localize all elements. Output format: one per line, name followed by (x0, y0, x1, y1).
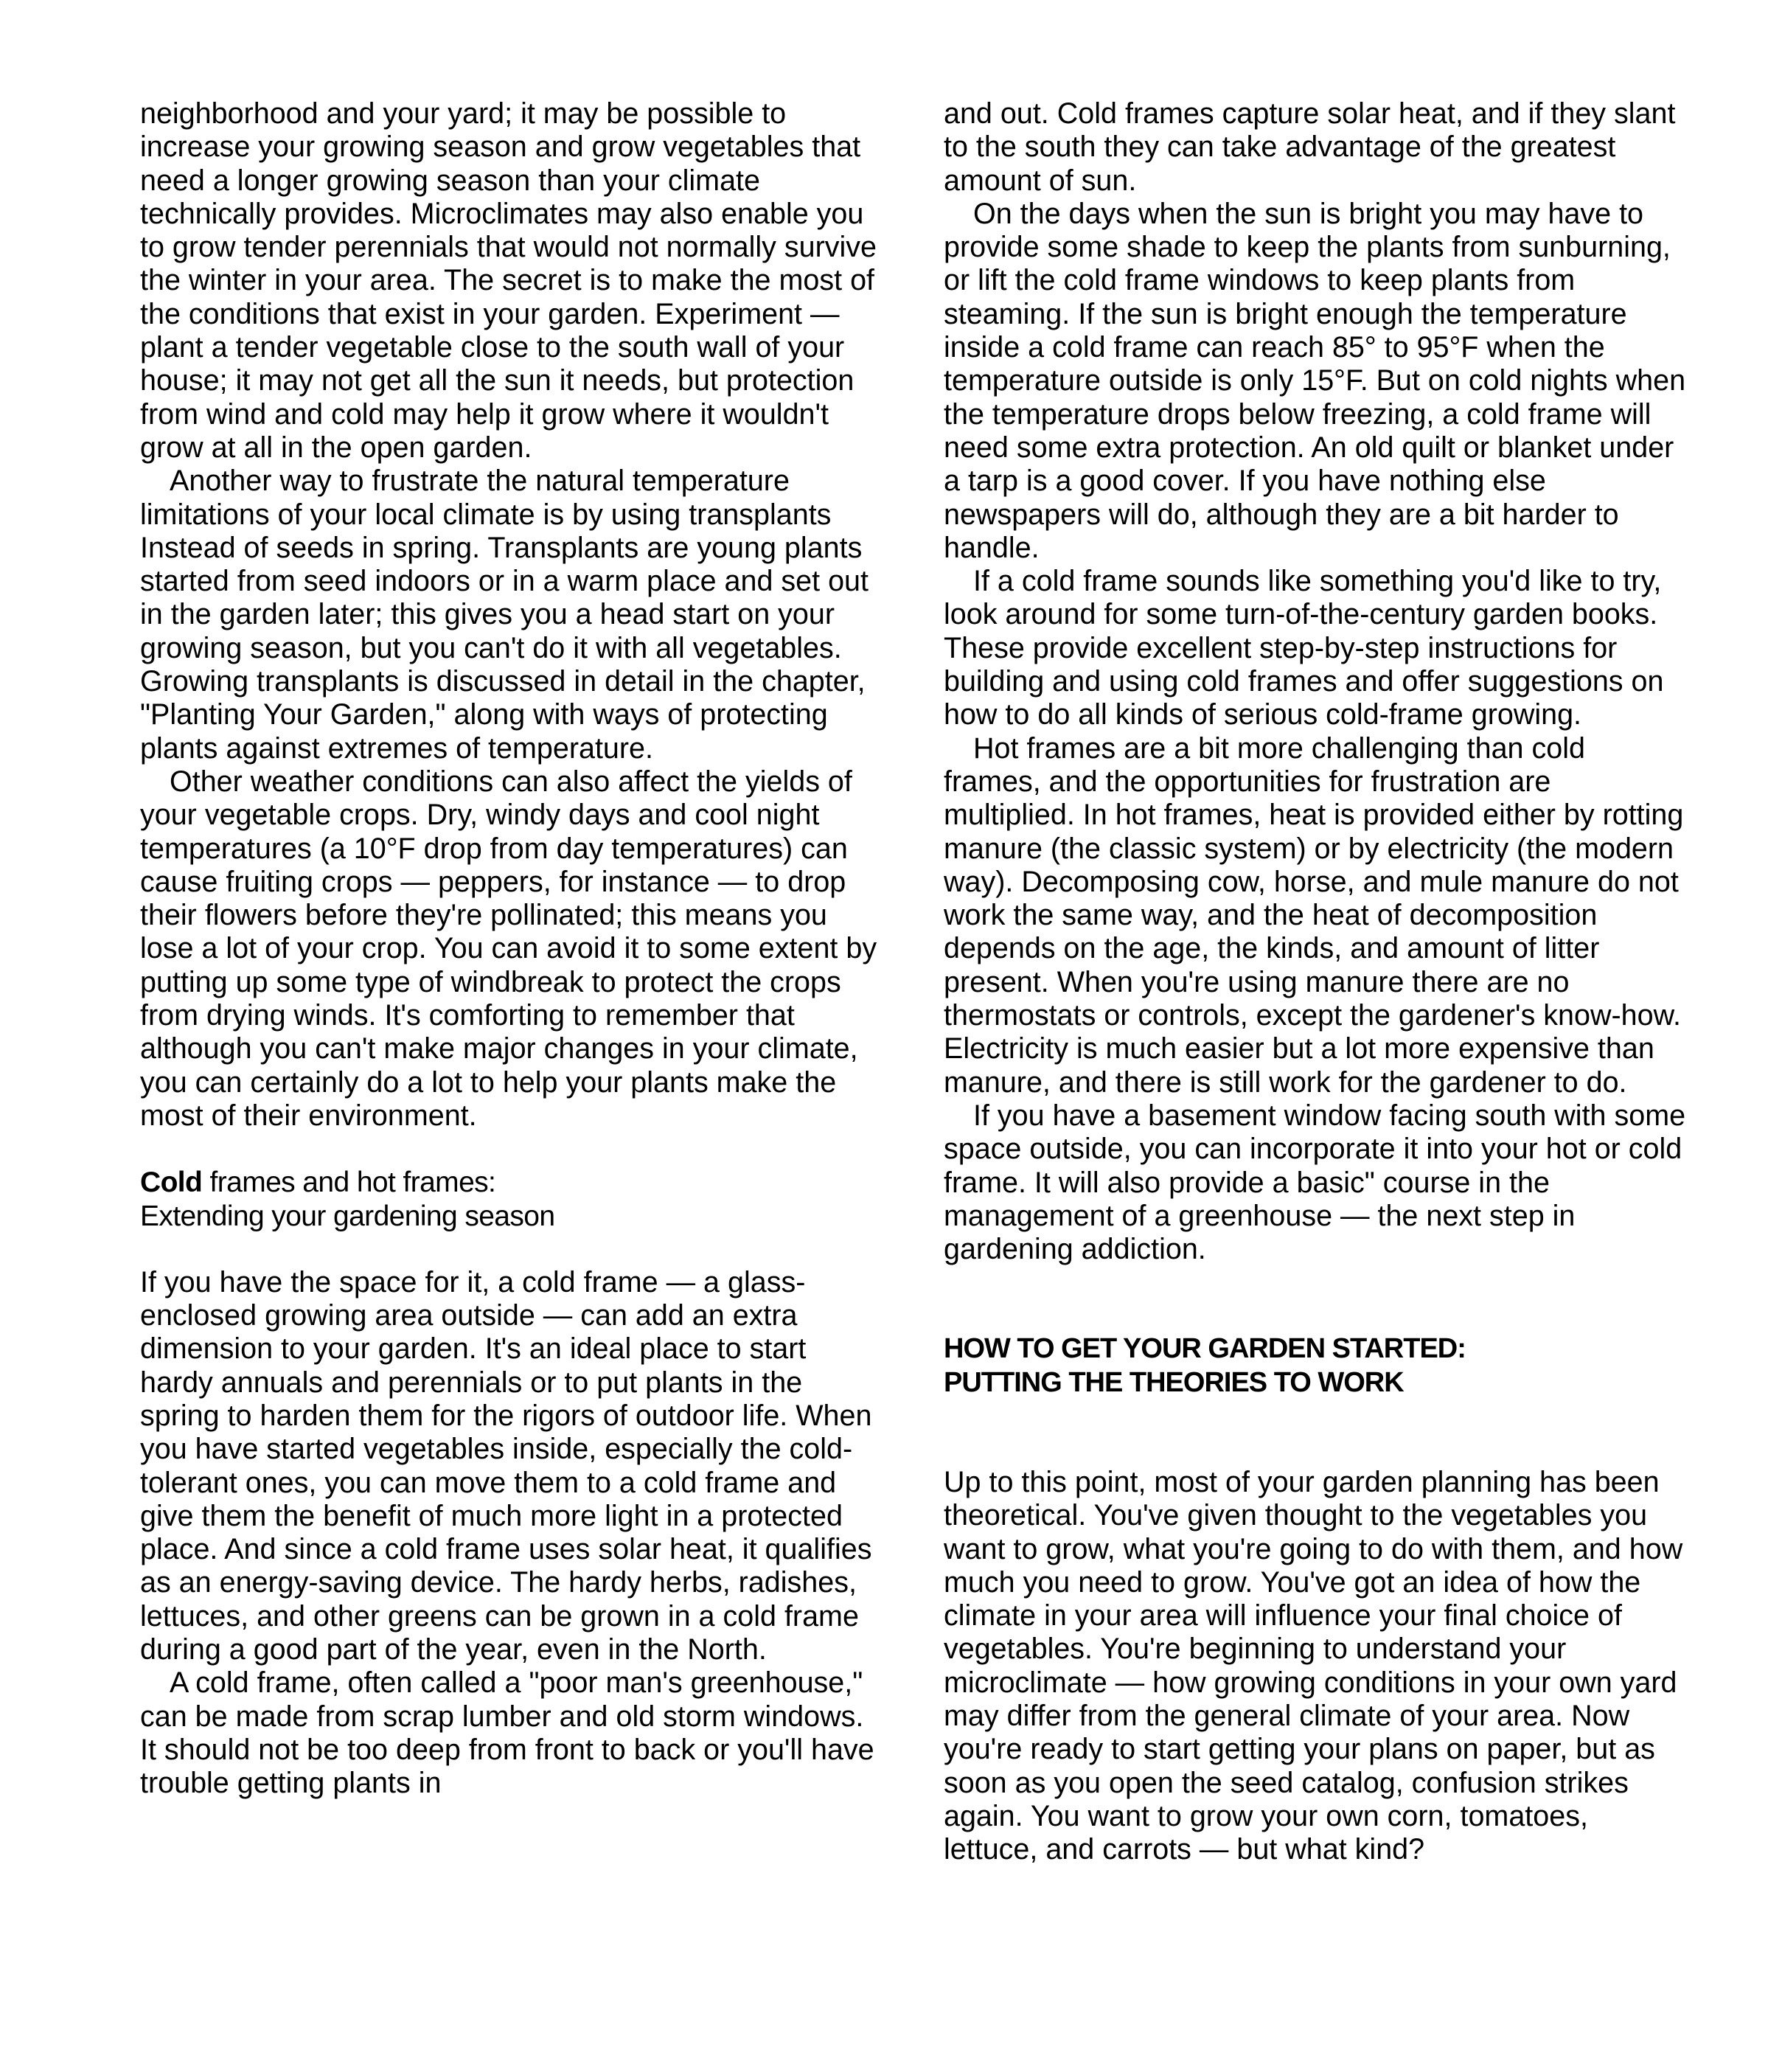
paragraph-weather-conditions: Other weather conditions can also affect the yields of your vegetable crops. Dry, windy days and cool night temperatures (a 10°F drop from day temperatures) can cause fruiting crops — peppers, for instance — to drop their flowers before they're pollinated; this means you lose a lot of your crop. You can avoid it to some extent by putting up some type of windbreak to protect the crops from drying winds. It's comforting to remember that although you can't make major changes in your climate, you can certainly do a lot to help your plants make the most of their environment. (140, 765, 877, 1132)
paragraph-poor-mans-greenhouse: A cold frame, often called a "poor man's greenhouse," can be made from scrap lumber and old storm windows. It should not be too deep from front to back or you'll have trouble getting plants in (140, 1666, 874, 1800)
paragraph-transplants: Another way to frustrate the natural temperature limitations of your local climate is by using transplants Instead of seeds in spring. Transplants are young plants started from seed indoors or in a warm place and set out in the garden later; this gives you a head start on your growing season, but you can't do it with all vegetables. Growing transplants is discussed in detail in the chapter, "Planting Your Garden," along with ways of protecting plants against extremes of temperature. (140, 465, 869, 765)
subheading-bold-word: Cold (140, 1167, 203, 1199)
paragraph-microclimates: neighborhood and your yard; it may be possible to increase your growing season and grow vegetables that need a longer growing season than your climate technically provides. Microclimates may also enable you to grow tender perennials that would not normally survive the winter in your area. The secret is to make the most of the conditions that exist in your garden. Experiment — plant a tender vegetable close to the south wall of your house; it may not get all the sun it needs, but protection from wind and cold may help it grow where it wouldn't grow at all in the open garden. (140, 97, 877, 464)
paragraph-hot-frames: Hot frames are a bit more challenging than cold frames, and the opportunities for frustration are multiplied. In hot frames, heat is provided either by rotting manure (the classic system) or by electricity (the modern way). Decomposing cow, horse, and mule manure do not work the same way, and the heat of decomposition depends on the age, the kinds, and amount of litter present. When you're using manure there are no thermostats or controls, except the gardener's know-how. Electricity is much easier but a lot more expensive than manure, and there is still work for the gardener to do. (944, 731, 1684, 1099)
right-column (944, 97, 1688, 1867)
paragraph-garden-books: If a cold frame sounds like something you'd like to try, look around for some turn-of-the-century garden books. These provide excellent step-by-step instructions for building and using cold frames and offer suggestions on how to do all kinds of serious cold-frame growing. (944, 565, 1664, 731)
left-column (140, 97, 885, 1801)
paragraph-bright-sun: On the days when the sun is bright you may have to provide some shade to keep the plants from sunburning, or lift the cold frame windows to keep plants from steaming. If the sun is bright enough the temperature inside a cold frame can reach 85° to 95°F when the temperature outside is only 15°F. But on cold nights when the temperature drops below freezing, a cold frame will need some extra protection. An old quilt or blanket under a tarp is a good cover. If you have nothing else newspapers will do, although they are a bit harder to handle. (944, 197, 1686, 564)
paragraph-solar-heat: and out. Cold frames capture solar heat, and if they slant to the south they can take advantage of the greatest amount of sun. (944, 97, 1676, 197)
subheading-cold-frames (140, 1166, 885, 1233)
section-heading-line2: PUTTING THE THEORIES TO WORK (944, 1366, 1404, 1398)
paragraph-garden-planning: Up to this point, most of your garden planning has been theoretical. You've given thought to the vegetables you want to grow, what you're going to do with them, and how much you need to grow. You've got an idea of how the climate in your area will influence your final choice of vegetables. You're beginning to understand your microclimate — how growing conditions in your own yard may differ from the general climate of your area. Now you're ready to start getting your plans on paper, but as soon as you open the seed catalog, confusion strikes again. You want to grow your own corn, tomatoes, lettuce, and carrots — but what kind? (944, 1465, 1683, 1866)
subheading-line1-rest: frames and hot frames: (202, 1167, 496, 1199)
section-heading-line1: HOW TO GET YOUR GARDEN STARTED: (944, 1333, 1466, 1365)
paragraph-basement-window: If you have a basement window facing south with some space outside, you can incorporate it into your hot or cold frame. It will also provide a basic" course in the management of a greenhouse — the next step in gardening addiction. (944, 1099, 1686, 1266)
paragraph-cold-frame-intro: If you have the space for it, a cold frame — a glass-enclosed growing area outside — can add an extra dimension to your garden. It's an ideal place to start hardy annuals and perennials or to put plants in the spring to harden them for the rigors of outdoor life. When you have started vegetables inside, especially the cold-tolerant ones, you can move them to a cold frame and give them the benefit of much more light in a protected place. And since a cold frame uses solar heat, it qualifies as an energy-saving device. The hardy herbs, radishes, lettuces, and other greens can be grown in a cold frame during a good part of the year, even in the North. (140, 1265, 872, 1666)
section-heading-get-started (944, 1332, 1688, 1400)
subheading-line2: Extending your gardening season (140, 1200, 555, 1232)
